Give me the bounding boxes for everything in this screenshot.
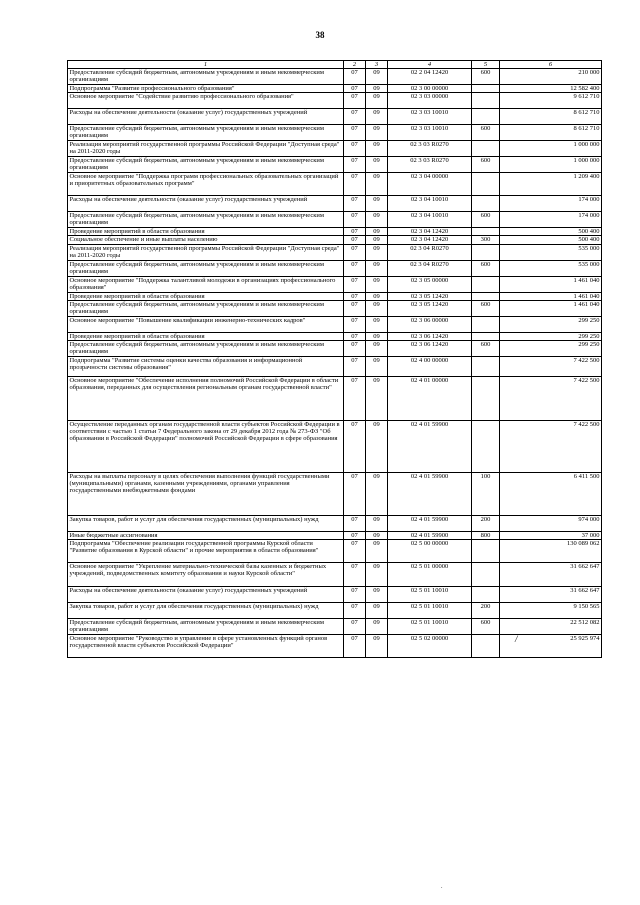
column-header: 4	[388, 61, 472, 69]
row-subsection: 09	[366, 109, 388, 125]
table-row	[68, 260, 602, 276]
row-name: Предоставление субсидий бюджетным, автономным учреждениям и иным некоммерческим организациям	[68, 300, 344, 316]
table-row	[68, 141, 602, 157]
table-row	[68, 532, 602, 540]
row-target-code: 02 3 00 00000	[388, 85, 472, 93]
row-section: 07	[344, 276, 366, 292]
row-name: Расходы на обеспечение деятельности (оказание услуг) государственных учреждений	[68, 109, 344, 125]
row-expense-type	[472, 292, 500, 300]
row-name: Основное мероприятие "Повышение квалификации инженерно-технических кадров"	[68, 316, 344, 332]
row-section: 07	[344, 228, 366, 236]
row-subsection: 09	[366, 196, 388, 212]
row-name: Предоставление субсидий бюджетным, автономным учреждениям и иным некоммерческим организациям	[68, 341, 344, 357]
row-name: Основное мероприятие "Поддержка талантливой молодежи в организациях профессионального образования"	[68, 276, 344, 292]
row-subsection: 09	[366, 516, 388, 532]
row-amount: 299 250	[500, 316, 602, 332]
row-section: 07	[344, 563, 366, 587]
row-name: Реализация мероприятий государственной программы Российской Федерации "Доступная среда" на 2011-2020 годы	[68, 141, 344, 157]
row-amount: 37 000	[500, 532, 602, 540]
row-amount: 1 000 000	[500, 157, 602, 173]
row-section: 07	[344, 587, 366, 603]
row-expense-type: 100	[472, 473, 500, 516]
row-name: Проведение мероприятий в области образования	[68, 228, 344, 236]
row-expense-type	[472, 540, 500, 563]
row-subsection: 09	[366, 619, 388, 635]
row-target-code: 02 3 05 12420	[388, 292, 472, 300]
table-row	[68, 357, 602, 377]
row-name: Расходы на выплаты персоналу в целях обеспечения выполнения функций государственными (муниципальными) органами, казенными учреждениями, органами управления государственными внебюджетными фондами	[68, 473, 344, 516]
table-row	[68, 109, 602, 125]
table-row	[68, 69, 602, 85]
row-section: 07	[344, 109, 366, 125]
row-expense-type: 600	[472, 619, 500, 635]
row-subsection: 09	[366, 473, 388, 516]
table-row	[68, 473, 602, 516]
row-amount: 1 209 400	[500, 173, 602, 196]
row-section: 07	[344, 316, 366, 332]
row-subsection: 09	[366, 125, 388, 141]
row-name: Основное мероприятие "Поддержка программ профессиональных образовательных организаций и приоритетных образовательных программ"	[68, 173, 344, 196]
table-row	[68, 196, 602, 212]
row-section: 07	[344, 85, 366, 93]
row-name: Предоставление субсидий бюджетным, автономным учреждениям и иным некоммерческим организациям	[68, 260, 344, 276]
row-target-code: 02 3 06 00000	[388, 316, 472, 332]
table-row	[68, 563, 602, 587]
table-body	[68, 69, 602, 658]
row-amount: 174 000	[500, 196, 602, 212]
row-subsection: 09	[366, 377, 388, 421]
column-header: 6	[500, 61, 602, 69]
row-target-code: 02 3 04 10010	[388, 196, 472, 212]
row-name: Осуществление переданных органам государственной власти субъектов Российской Федерации в соответствии с частью 1 статьи 7 Федерального закона от 29 декабря 2012 года № 273-ФЗ "Об образовании в Российской Федерации" полномочий Российской Федерации в сфере образования	[68, 421, 344, 473]
row-target-code: 02 3 06 12420	[388, 341, 472, 357]
row-amount: 535 000	[500, 260, 602, 276]
row-amount: 299 250	[500, 332, 602, 340]
row-subsection: 09	[366, 173, 388, 196]
row-subsection: 09	[366, 157, 388, 173]
column-header: 1	[68, 61, 344, 69]
table-row	[68, 228, 602, 236]
row-target-code: 02 4 01 59900	[388, 516, 472, 532]
row-amount: 1 000 000	[500, 141, 602, 157]
row-target-code: 02 3 03 10010	[388, 109, 472, 125]
row-amount: 535 000	[500, 244, 602, 260]
row-subsection: 09	[366, 276, 388, 292]
row-expense-type	[472, 173, 500, 196]
row-section: 07	[344, 141, 366, 157]
row-expense-type	[472, 244, 500, 260]
row-section: 07	[344, 173, 366, 196]
row-section: 07	[344, 603, 366, 619]
row-name: Предоставление субсидий бюджетным, автономным учреждениям и иным некоммерческим организациям	[68, 125, 344, 141]
row-expense-type	[472, 316, 500, 332]
row-amount: 7 422 500	[500, 357, 602, 377]
row-expense-type	[472, 587, 500, 603]
row-expense-type: 600	[472, 157, 500, 173]
row-name: Основное мероприятие "Руководство и управление в сфере установленных функций органов государственной власти субъектов Российской Федерации"	[68, 635, 344, 658]
row-expense-type: 600	[472, 212, 500, 228]
table-row	[68, 125, 602, 141]
row-section: 07	[344, 236, 366, 244]
row-name: Подпрограмма "Развитие профессионального образования"	[68, 85, 344, 93]
row-amount: 22 512 082	[500, 619, 602, 635]
row-name: Основное мероприятие "Укрепление материально-технической базы казенных и бюджетных учреждений, подведомственных комитету образования и науки Курской области"	[68, 563, 344, 587]
row-expense-type	[472, 141, 500, 157]
row-name: Основное мероприятие "Обеспечение исполнения полномочий Российской Федерации в области образования, переданных для осуществления региональным органам государственной власти"	[68, 377, 344, 421]
row-expense-type: 600	[472, 260, 500, 276]
row-target-code: 02 3 04 R0270	[388, 260, 472, 276]
row-amount: 31 662 647	[500, 563, 602, 587]
row-subsection: 09	[366, 93, 388, 109]
row-section: 07	[344, 69, 366, 85]
row-expense-type: 200	[472, 516, 500, 532]
row-section: 07	[344, 244, 366, 260]
row-subsection: 09	[366, 563, 388, 587]
table-row	[68, 377, 602, 421]
row-target-code: 02 3 04 12420	[388, 236, 472, 244]
row-target-code: 02 3 06 12420	[388, 332, 472, 340]
row-target-code: 02 5 01 00000	[388, 563, 472, 587]
row-expense-type	[472, 421, 500, 473]
row-target-code: 02 2 04 12420	[388, 69, 472, 85]
row-target-code: 02 5 00 00000	[388, 540, 472, 563]
row-expense-type: 300	[472, 236, 500, 244]
row-expense-type: 600	[472, 69, 500, 85]
row-expense-type	[472, 85, 500, 93]
footer-dot: .	[441, 884, 443, 890]
row-subsection: 09	[366, 341, 388, 357]
row-name: Подпрограмма "Обеспечение реализации государственной программы Курской области "Развитие образования в Курской области" и прочие мероприятия в области образования"	[68, 540, 344, 563]
table-row	[68, 300, 602, 316]
row-target-code: 02 3 05 12420	[388, 300, 472, 316]
row-expense-type: 600	[472, 341, 500, 357]
table-header-row	[68, 61, 602, 69]
row-expense-type: 600	[472, 125, 500, 141]
row-target-code: 02 4 00 00000	[388, 357, 472, 377]
row-subsection: 09	[366, 421, 388, 473]
row-subsection: 09	[366, 603, 388, 619]
row-expense-type	[472, 377, 500, 421]
row-amount: 1 461 040	[500, 292, 602, 300]
row-name: Закупка товаров, работ и услуг для обеспечения государственных (муниципальных) нужд	[68, 603, 344, 619]
row-expense-type: 200	[472, 603, 500, 619]
stray-pen-mark: /	[515, 634, 518, 644]
row-section: 07	[344, 212, 366, 228]
row-name: Расходы на обеспечение деятельности (оказание услуг) государственных учреждений	[68, 196, 344, 212]
row-section: 07	[344, 421, 366, 473]
row-expense-type	[472, 563, 500, 587]
table-row	[68, 173, 602, 196]
row-amount: 6 411 500	[500, 473, 602, 516]
row-subsection: 09	[366, 300, 388, 316]
row-name: Закупка товаров, работ и услуг для обеспечения государственных (муниципальных) нужд	[68, 516, 344, 532]
row-amount: 974 000	[500, 516, 602, 532]
row-expense-type	[472, 228, 500, 236]
row-amount: 174 000	[500, 212, 602, 228]
table-row	[68, 635, 602, 658]
row-target-code: 02 3 03 R0270	[388, 157, 472, 173]
table-row	[68, 540, 602, 563]
row-section: 07	[344, 125, 366, 141]
row-expense-type	[472, 357, 500, 377]
row-target-code: 02 5 01 10010	[388, 603, 472, 619]
row-amount: 25 925 974	[500, 635, 602, 658]
row-subsection: 09	[366, 357, 388, 377]
row-target-code: 02 4 01 00000	[388, 377, 472, 421]
row-subsection: 09	[366, 244, 388, 260]
row-subsection: 09	[366, 141, 388, 157]
row-section: 07	[344, 341, 366, 357]
table-row	[68, 421, 602, 473]
row-target-code: 02 5 01 10010	[388, 619, 472, 635]
row-target-code: 02 4 01 59900	[388, 532, 472, 540]
row-amount: 130 089 062	[500, 540, 602, 563]
row-section: 07	[344, 332, 366, 340]
table-row	[68, 157, 602, 173]
table-row	[68, 292, 602, 300]
row-name: Предоставление субсидий бюджетным, автономным учреждениям и иным некоммерческим организациям	[68, 69, 344, 85]
row-target-code: 02 5 02 00000	[388, 635, 472, 658]
row-subsection: 09	[366, 85, 388, 93]
table-row	[68, 316, 602, 332]
column-header: 2	[344, 61, 366, 69]
row-section: 07	[344, 377, 366, 421]
row-target-code: 02 3 03 00000	[388, 93, 472, 109]
row-subsection: 09	[366, 228, 388, 236]
row-amount: 9 612 710	[500, 93, 602, 109]
row-section: 07	[344, 157, 366, 173]
row-target-code: 02 4 01 59900	[388, 473, 472, 516]
row-name: Основное мероприятие "Содействие развитию профессионального образования"	[68, 93, 344, 109]
row-section: 07	[344, 532, 366, 540]
row-amount: 500 400	[500, 228, 602, 236]
row-expense-type: 800	[472, 532, 500, 540]
row-target-code: 02 3 03 R0270	[388, 141, 472, 157]
row-section: 07	[344, 619, 366, 635]
row-name: Предоставление субсидий бюджетным, автономным учреждениям и иным некоммерческим организациям	[68, 212, 344, 228]
table-row	[68, 276, 602, 292]
row-target-code: 02 3 04 10010	[388, 212, 472, 228]
row-subsection: 09	[366, 540, 388, 563]
row-name: Расходы на обеспечение деятельности (оказание услуг) государственных учреждений	[68, 587, 344, 603]
column-header: 3	[366, 61, 388, 69]
row-expense-type	[472, 196, 500, 212]
row-subsection: 09	[366, 532, 388, 540]
row-target-code: 02 3 03 10010	[388, 125, 472, 141]
row-section: 07	[344, 540, 366, 563]
row-target-code: 02 3 04 R0270	[388, 244, 472, 260]
row-expense-type	[472, 93, 500, 109]
row-section: 07	[344, 300, 366, 316]
row-name: Подпрограмма "Развитие системы оценки качества образования и информационной прозрачности системы образования"	[68, 357, 344, 377]
table-row	[68, 244, 602, 260]
table-row	[68, 212, 602, 228]
table-row	[68, 236, 602, 244]
row-target-code: 02 3 04 00000	[388, 173, 472, 196]
row-amount: 299 250	[500, 341, 602, 357]
table-row	[68, 341, 602, 357]
row-amount: 8 612 710	[500, 125, 602, 141]
row-name: Проведение мероприятий в области образования	[68, 292, 344, 300]
row-target-code: 02 5 01 10010	[388, 587, 472, 603]
row-expense-type: 600	[472, 300, 500, 316]
table-row	[68, 516, 602, 532]
table-row	[68, 93, 602, 109]
row-amount: 7 422 500	[500, 377, 602, 421]
row-section: 07	[344, 196, 366, 212]
row-subsection: 09	[366, 635, 388, 658]
table-row	[68, 603, 602, 619]
row-subsection: 09	[366, 69, 388, 85]
row-amount: 8 612 710	[500, 109, 602, 125]
row-name: Проведение мероприятий в области образования	[68, 332, 344, 340]
row-subsection: 09	[366, 332, 388, 340]
row-name: Иные бюджетные ассигнования	[68, 532, 344, 540]
row-amount: 31 662 647	[500, 587, 602, 603]
row-subsection: 09	[366, 212, 388, 228]
budget-table	[67, 60, 602, 658]
table-row	[68, 332, 602, 340]
row-amount: 500 400	[500, 236, 602, 244]
row-expense-type	[472, 332, 500, 340]
row-section: 07	[344, 473, 366, 516]
row-amount: 1 461 040	[500, 276, 602, 292]
row-amount: 12 582 400	[500, 85, 602, 93]
row-subsection: 09	[366, 587, 388, 603]
table-row	[68, 587, 602, 603]
row-target-code: 02 3 05 00000	[388, 276, 472, 292]
page-number: 38	[315, 30, 325, 40]
row-amount: 9 150 565	[500, 603, 602, 619]
row-amount: 210 000	[500, 69, 602, 85]
row-name: Предоставление субсидий бюджетным, автономным учреждениям и иным некоммерческим организациям	[68, 619, 344, 635]
row-section: 07	[344, 292, 366, 300]
row-name: Реализация мероприятий государственной программы Российской Федерации "Доступная среда" на 2011-2020 годы	[68, 244, 344, 260]
row-section: 07	[344, 260, 366, 276]
column-header: 5	[472, 61, 500, 69]
row-name: Социальное обеспечение и иные выплаты населению	[68, 236, 344, 244]
row-subsection: 09	[366, 292, 388, 300]
row-expense-type	[472, 635, 500, 658]
row-subsection: 09	[366, 260, 388, 276]
row-name: Предоставление субсидий бюджетным, автономным учреждениям и иным некоммерческим организациям	[68, 157, 344, 173]
row-subsection: 09	[366, 316, 388, 332]
row-section: 07	[344, 93, 366, 109]
row-section: 07	[344, 635, 366, 658]
table-row	[68, 85, 602, 93]
row-target-code: 02 3 04 12420	[388, 228, 472, 236]
row-subsection: 09	[366, 236, 388, 244]
row-section: 07	[344, 357, 366, 377]
row-amount: 7 422 500	[500, 421, 602, 473]
row-section: 07	[344, 516, 366, 532]
row-target-code: 02 4 01 59900	[388, 421, 472, 473]
table-row	[68, 619, 602, 635]
row-amount: 1 461 040	[500, 300, 602, 316]
row-expense-type	[472, 276, 500, 292]
row-expense-type	[472, 109, 500, 125]
